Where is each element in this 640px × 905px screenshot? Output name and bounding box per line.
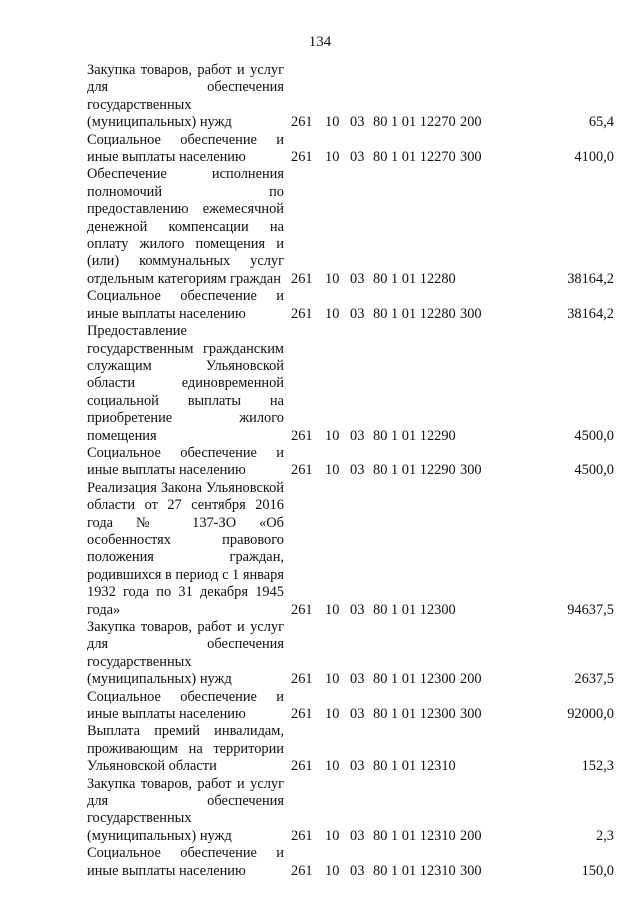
target-item-code: 80 1 01 12270 — [373, 114, 456, 131]
expense-name: Социальное обеспечение и иные выплаты населению — [87, 131, 284, 166]
section-code: 10 — [325, 862, 340, 879]
table-row — [87, 132, 614, 167]
section-code: 10 — [325, 827, 340, 844]
expense-type-code: 200 — [460, 827, 482, 844]
ministry-code: 261 — [291, 706, 313, 723]
expense-name: Социальное обеспечение и иные выплаты населению — [87, 444, 284, 479]
expense-type-code — [458, 480, 496, 619]
table-row — [87, 689, 614, 724]
table-row — [87, 723, 614, 775]
ministry-code: 261 — [291, 671, 313, 688]
table-row — [87, 619, 614, 689]
expense-name: Выплата премий инвалидам, проживающим на территории Ульяновской области — [87, 723, 284, 775]
amount: 65,4 — [588, 114, 614, 131]
target-item-code: 80 1 01 12280 — [373, 270, 456, 287]
subsection-code: 03 — [350, 601, 365, 618]
section-code: 10 — [325, 114, 340, 131]
expense-name: Социальное обеспечение и иные выплаты населению — [87, 688, 284, 723]
amount: 2,3 — [596, 827, 614, 844]
subsection-code: 03 — [350, 149, 365, 166]
target-item-code: 80 1 01 12310 — [373, 827, 456, 844]
table-row — [87, 845, 614, 880]
subsection-code: 03 — [350, 114, 365, 131]
target-item-code: 80 1 01 12300 — [373, 671, 456, 688]
subsection-code: 03 — [350, 827, 365, 844]
ministry-code: 261 — [291, 601, 313, 618]
target-item-code: 80 1 01 12310 — [373, 862, 456, 879]
target-item-code: 80 1 01 12280 — [373, 305, 456, 322]
table-row — [87, 62, 614, 132]
section-code: 10 — [325, 671, 340, 688]
expense-type-code: 300 — [460, 862, 482, 879]
amount: 152,3 — [581, 758, 614, 775]
ministry-code: 261 — [291, 758, 313, 775]
section-code: 10 — [325, 706, 340, 723]
subsection-code: 03 — [350, 270, 365, 287]
target-item-code: 80 1 01 12290 — [373, 427, 456, 444]
ministry-code: 261 — [291, 149, 313, 166]
table-row — [87, 323, 614, 445]
ministry-code: 261 — [291, 427, 313, 444]
ministry-code: 261 — [291, 270, 313, 287]
expense-type-code: 300 — [460, 305, 482, 322]
target-item-code: 80 1 01 12300 — [373, 601, 456, 618]
expense-name: Реализация Закона Ульяновской области от 27 сентября 2016 года № 137-ЗО «Об особенностях правового положения граждан, родившихся в период с 1 января 1932 года по 31 декабря 1945 года» — [87, 479, 284, 618]
section-code: 10 — [325, 149, 340, 166]
amount: 38164,2 — [567, 270, 614, 287]
expense-name: Социальное обеспечение и иные выплаты населению — [87, 845, 284, 879]
amount: 94637,5 — [567, 601, 614, 618]
section-code: 10 — [325, 758, 340, 775]
amount: 2637,5 — [574, 671, 614, 688]
ministry-code: 261 — [291, 827, 313, 844]
expense-type-code — [458, 166, 496, 288]
subsection-code: 03 — [350, 427, 365, 444]
expense-type-code: 300 — [460, 462, 482, 479]
subsection-code: 03 — [350, 671, 365, 688]
subsection-code: 03 — [350, 706, 365, 723]
table-row — [87, 480, 614, 619]
table-row — [87, 445, 614, 480]
expense-type-code: 300 — [460, 149, 482, 166]
subsection-code: 03 — [350, 862, 365, 879]
section-code: 10 — [325, 601, 340, 618]
expense-type-code — [458, 723, 496, 775]
amount: 92000,0 — [567, 706, 614, 723]
amount: 4500,0 — [574, 462, 614, 479]
expense-type-code: 300 — [460, 706, 482, 723]
expense-type-code — [458, 323, 496, 445]
expense-name: Закупка товаров, работ и услуг для обеспечения государственных (муниципальных) нужд — [87, 619, 284, 688]
ministry-code: 261 — [291, 305, 313, 322]
expense-type-code: 200 — [460, 671, 482, 688]
target-item-code: 80 1 01 12300 — [373, 706, 456, 723]
expense-name: Социальное обеспечение и иные выплаты населению — [87, 288, 284, 322]
budget-table — [87, 62, 614, 880]
budget-rows — [87, 62, 614, 880]
table-row — [87, 776, 614, 846]
expense-name: Предоставление государственным гражданским служащим Ульяновской области единовременной социальной выплаты на приобретение жилого помещения — [87, 323, 284, 444]
amount: 38164,2 — [567, 305, 614, 322]
table-row — [87, 166, 614, 288]
section-code: 10 — [325, 305, 340, 322]
section-code: 10 — [325, 270, 340, 287]
target-item-code: 80 1 01 12290 — [373, 462, 456, 479]
target-item-code: 80 1 01 12270 — [373, 149, 456, 166]
ministry-code: 261 — [291, 862, 313, 879]
expense-name: Обеспечение исполнения полномочий по предоставлению ежемесячной денежной компенсации на оплату жилого помещения и (или) коммунальных услуг отдельным категориям граждан — [87, 166, 284, 287]
ministry-code: 261 — [291, 114, 313, 131]
section-code: 10 — [325, 427, 340, 444]
section-code: 10 — [325, 462, 340, 479]
ministry-code: 261 — [291, 462, 313, 479]
subsection-code: 03 — [350, 758, 365, 775]
subsection-code: 03 — [350, 462, 365, 479]
page-number: 134 — [308, 34, 332, 50]
expense-name: Закупка товаров, работ и услуг для обеспечения государственных (муниципальных) нужд — [87, 775, 284, 844]
amount: 150,0 — [581, 862, 614, 879]
expense-name: Закупка товаров, работ и услуг для обеспечения государственных (муниципальных) нужд — [87, 62, 284, 131]
amount: 4100,0 — [574, 149, 614, 166]
amount: 4500,0 — [574, 427, 614, 444]
target-item-code: 80 1 01 12310 — [373, 758, 456, 775]
table-row — [87, 288, 614, 323]
expense-type-code: 200 — [460, 114, 482, 131]
subsection-code: 03 — [350, 305, 365, 322]
